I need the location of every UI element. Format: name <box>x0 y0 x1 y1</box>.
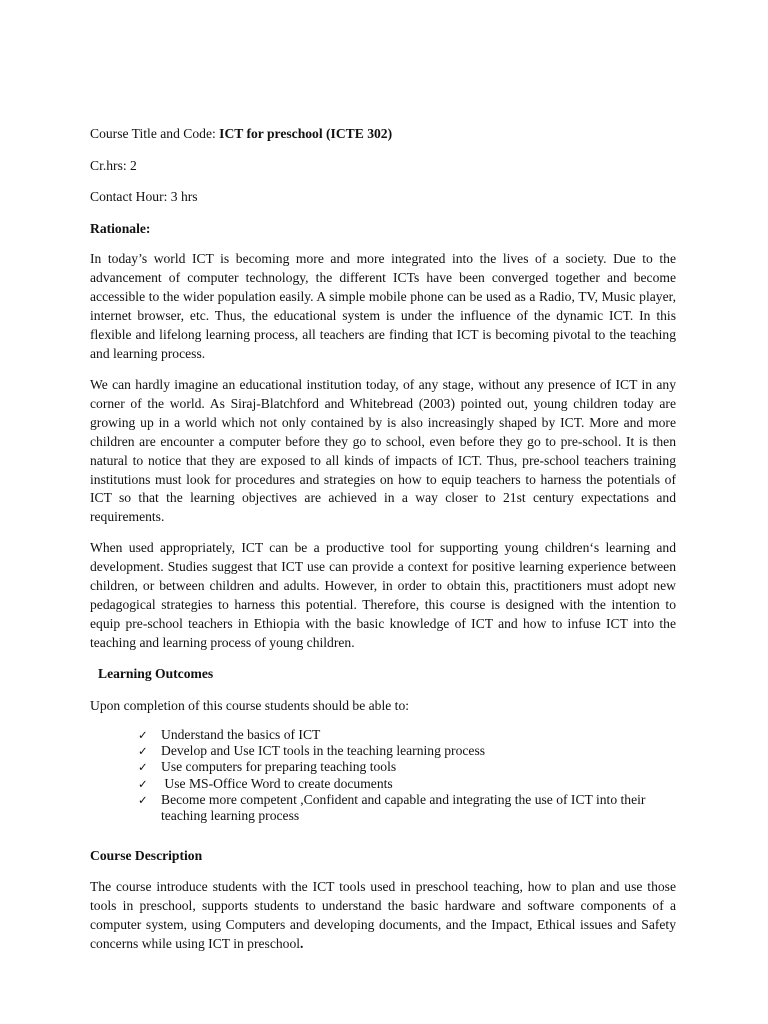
outcome-text: Use MS-Office Word to create documents <box>161 775 393 791</box>
list-item <box>138 743 678 759</box>
rationale-paragraph-3: When used appropriately, ICT can be a productive tool for supporting young children‘s learning and development. Studies suggest that ICT use can provide a context for positive learning experience between children, or between children and adults. However, in order to obtain this, practitioners must adopt new pedagogical strategies to harness this potential. Therefore, this course is designed with the intention to equip pre-school teachers in Ethiopia with the basic knowledge of ICT and how to infuse ICT into the teaching and learning process of young children. <box>90 540 676 650</box>
contact-hours: Contact Hour: 3 hrs <box>90 189 198 204</box>
outcome-text: Use computers for preparing teaching tools <box>161 759 397 775</box>
list-item <box>138 759 678 775</box>
course-description-heading: Course Description <box>90 848 203 863</box>
learning-outcomes-intro: Upon completion of this course students should be able to: <box>90 698 410 713</box>
course-description-text: The course introduce students with the ICT tools used in preschool teaching, how to plan and use those tools in preschool, supports students to understand the basic hardware and software components of a computer system, using Computers and developing documents, and the Impact, Ethical issues and Safety concerns while using ICT in preschool <box>90 879 676 951</box>
checkmark-icon: ✓ <box>138 744 148 759</box>
rationale-paragraph-1: In today’s world ICT is becoming more and more integrated into the lives of a society. Due to the advancement of computer technology, the different ICTs have been converged together and become accessible to the wider population easily. A simple mobile phone can be used as a Radio, TV, Music player, internet browser, etc. Thus, the educational system is under the influence of the dynamic ICT. In this flexible and lifelong learning process, all teachers are finding that ICT is becoming pivotal to the teaching and learning process. <box>90 251 676 361</box>
course-description-end-period: . <box>300 935 304 951</box>
outcome-text: Understand the basics of ICT <box>161 727 321 742</box>
list-item <box>138 776 678 792</box>
course-title-line <box>90 124 392 143</box>
learning-outcomes-heading: Learning Outcomes <box>98 666 214 681</box>
rationale-paragraph-2: We can hardly imagine an educational institution today, of any stage, without any presence of ICT in any corner of the world. As Siraj-Blatchford and Whitebread (2003) pointed out, young children today are growing up in a world which not only contained by is also increasingly shaped by ICT. More and more children are encounter a computer before they go to school, even before they go to pre-school. It is then natural to notice that they are exposed to all kinds of impacts of ICT. Thus, pre-school teachers training institutions must look for procedures and strategies on how to equip teachers to harness the potentials of ICT so that the learning objectives are achieved in a way closer to 21st century expectations and requirements. <box>90 377 676 525</box>
course-title-label: Course Title and Code: <box>90 126 220 141</box>
checkmark-icon: ✓ <box>138 792 148 807</box>
checkmark-icon: ✓ <box>138 728 148 742</box>
list-item <box>138 727 678 743</box>
learning-outcomes-list <box>138 727 678 824</box>
credit-hours: Cr.hrs: 2 <box>90 158 137 173</box>
course-description-body <box>90 878 676 954</box>
outcome-text: Develop and Use ICT tools in the teaching learning process <box>161 743 486 759</box>
rationale-heading: Rationale: <box>90 221 151 236</box>
checkmark-icon: ✓ <box>138 760 148 775</box>
course-title-value: ICT for preschool (ICTE 302) <box>219 126 393 141</box>
outcome-text: Become more competent ,Confident and capable and integrating the use of ICT into their teaching learning process <box>161 791 646 824</box>
checkmark-icon: ✓ <box>138 776 148 791</box>
list-item <box>138 792 678 824</box>
